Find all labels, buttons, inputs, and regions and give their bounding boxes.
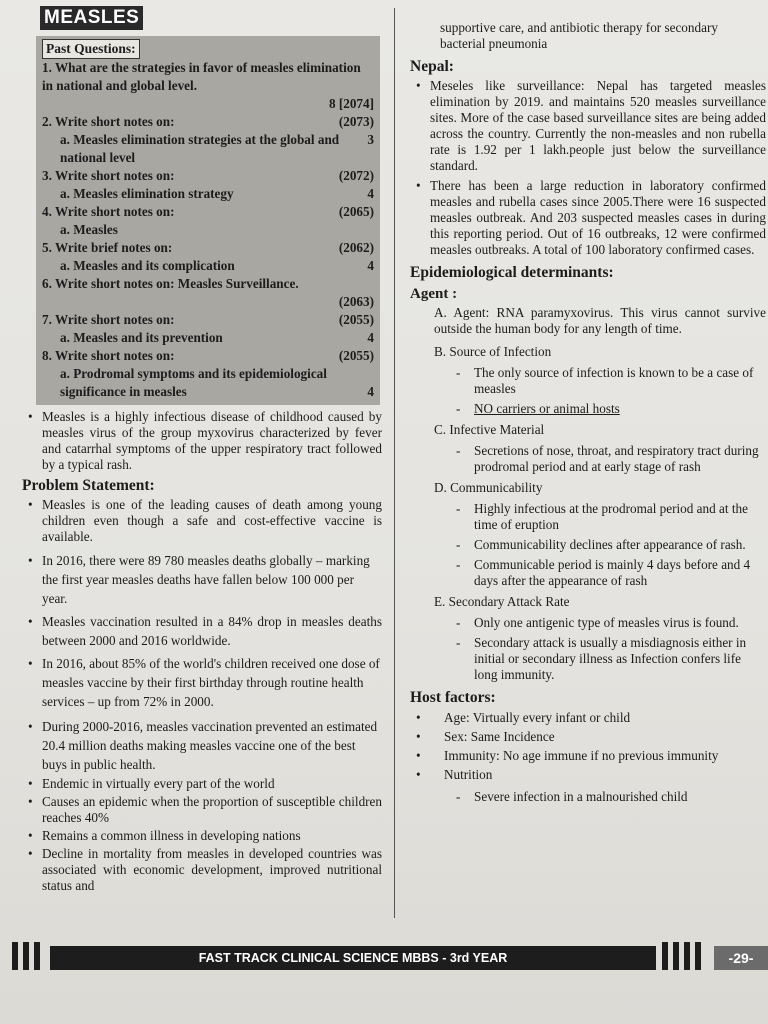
footer-stripe (673, 942, 679, 970)
footer-stripe (695, 942, 701, 970)
communicability-item: - Highly infectious at the prodromal period and at the time of eruption (410, 501, 766, 533)
source-item: - The only source of infection is known to be a case of measles (410, 365, 766, 397)
problem-point: • During 2000-2016, measles vaccination prevented an estimated 20.4 million deaths making measles vaccine one of the best buys in public health. (22, 717, 382, 774)
problem-point: • Measles vaccination resulted in a 84% drop in measles deaths between 2000 and 2016 worldwide. (22, 612, 382, 650)
question-1: 1. What are the strategies in favor of measles elimination in national and global level. 8 [2074] (42, 60, 374, 111)
communicability-item: - Communicability declines after appearance of rash. (410, 537, 766, 553)
host-point: • Age: Virtually every infant or child (410, 710, 766, 726)
problem-point: • Measles is one of the leading causes of death among young children even though a safe and cost-effective vaccine is available. (22, 497, 382, 545)
secondary-attack-item: - Only one antigenic type of measles virus is found. (410, 615, 766, 631)
right-column (410, 6, 766, 809)
problem-point: • In 2016, there were 89 780 measles deaths globally – marking the first year measles deaths have fallen below 100 000 per year. (22, 551, 382, 608)
question-6: 6. Write short notes on: Measles Surveillance. (2063) (42, 276, 374, 309)
footer-stripe (34, 942, 40, 970)
agent-heading: Agent : (410, 286, 458, 302)
host-subpoint: - Severe infection in a malnourished child (410, 789, 766, 805)
communicability-item: - Communicable period is mainly 4 days before and 4 days after the appearance of rash (410, 557, 766, 589)
nepal-heading: Nepal: (410, 58, 454, 75)
source-item: - NO carriers or animal hosts (410, 401, 766, 417)
agent-label: A. Agent: RNA paramyxovirus. This virus cannot survive outside the human body for any length of time. (434, 305, 766, 336)
past-questions-box (36, 36, 380, 405)
nepal-point: • Meseles like surveillance: Nepal has targeted measles elimination by 2019. and maintains 520 measles surveillance sites. More of the case based surveillance sites are being added across the country. Currently the non-measles and non rubella rate is 1.92 per 1 lakh.people just below the surveillance standard. (410, 78, 766, 174)
problem-point: • Causes an epidemic when the proportion of susceptible children reaches 40% (22, 794, 382, 826)
footer-title: FAST TRACK CLINICAL SCIENCE MBBS - 3rd YEAR (50, 946, 656, 970)
infective-label: C. Infective Material (434, 422, 545, 437)
host-point: • Sex: Same Incidence (410, 729, 766, 745)
nepal-point: • There has been a large reduction in laboratory confirmed measles and rubella cases since 2005.There were 16 suspected measles outbreak. And 203 suspected measles cases in during this reporting period. Out of 16 outbreaks, 12 were confirmed measles outbreaks. A total of 100 laboratory confirmed cases. (410, 178, 766, 258)
column-divider (394, 8, 395, 918)
question-8: 8. Write short notes on: (2055) a. Prodromal symptoms and its epidemiological significance in measles 4 (42, 348, 374, 399)
secondary-attack-item: - Secondary attack is usually a misdiagnosis either in initial or secondary illness as Infection confers life long immunity. (410, 635, 766, 683)
question-2: 2. Write short notes on: (2073) a. Measles elimination strategies at the global and national level 3 (42, 114, 374, 165)
past-questions-heading: Past Questions: (42, 39, 140, 59)
problem-point: • Decline in mortality from measles in developed countries was associated with economic development, improved nutritional status and (22, 846, 382, 894)
secondary-attack-label: E. Secondary Attack Rate (434, 594, 570, 609)
page-number: -29- (714, 946, 768, 970)
problem-point: • Remains a common illness in developing nations (22, 828, 382, 844)
host-point: • Immunity: No age immune if no previous immunity (410, 748, 766, 764)
question-3: 3. Write short notes on: (2072) a. Measles elimination strategy 4 (42, 168, 374, 201)
problem-point: • Endemic in virtually every part of the world (22, 776, 382, 792)
host-heading: Host factors: (410, 689, 496, 706)
footer-stripe (23, 942, 29, 970)
source-label: B. Source of Infection (434, 344, 552, 359)
footer-stripe (662, 942, 668, 970)
intro-paragraph: • Measles is a highly infectious disease of childhood caused by measles virus of the group myxovirus characterized by fever and catarrhal symptoms of the upper respiratory tract followed by a typical rash. (22, 409, 382, 473)
problem-statement-heading: Problem Statement: (22, 477, 155, 494)
problem-point: • In 2016, about 85% of the world's children received one dose of measles vaccine by their first birthday through routine health services – up from 72% in 2000. (22, 654, 382, 711)
page-footer (0, 942, 768, 970)
footer-stripe (12, 942, 18, 970)
page-title: MEASLES (40, 6, 143, 30)
footer-stripe (684, 942, 690, 970)
communicability-label: D. Communicability (434, 480, 543, 495)
host-point: • Nutrition (410, 767, 766, 783)
question-5: 5. Write brief notes on: (2062) a. Measles and its complication 4 (42, 240, 374, 273)
continued-text: supportive care, and antibiotic therapy for secondary bacterial pneumonia (440, 20, 718, 51)
left-column (22, 6, 382, 896)
infective-item: - Secretions of nose, throat, and respiratory tract during prodromal period and at early stage of rash (410, 443, 766, 475)
epi-heading: Epidemiological determinants: (410, 264, 614, 281)
question-7: 7. Write short notes on: (2055) a. Measles and its prevention 4 (42, 312, 374, 345)
question-4: 4. Write short notes on: (2065) a. Measles (42, 204, 374, 237)
